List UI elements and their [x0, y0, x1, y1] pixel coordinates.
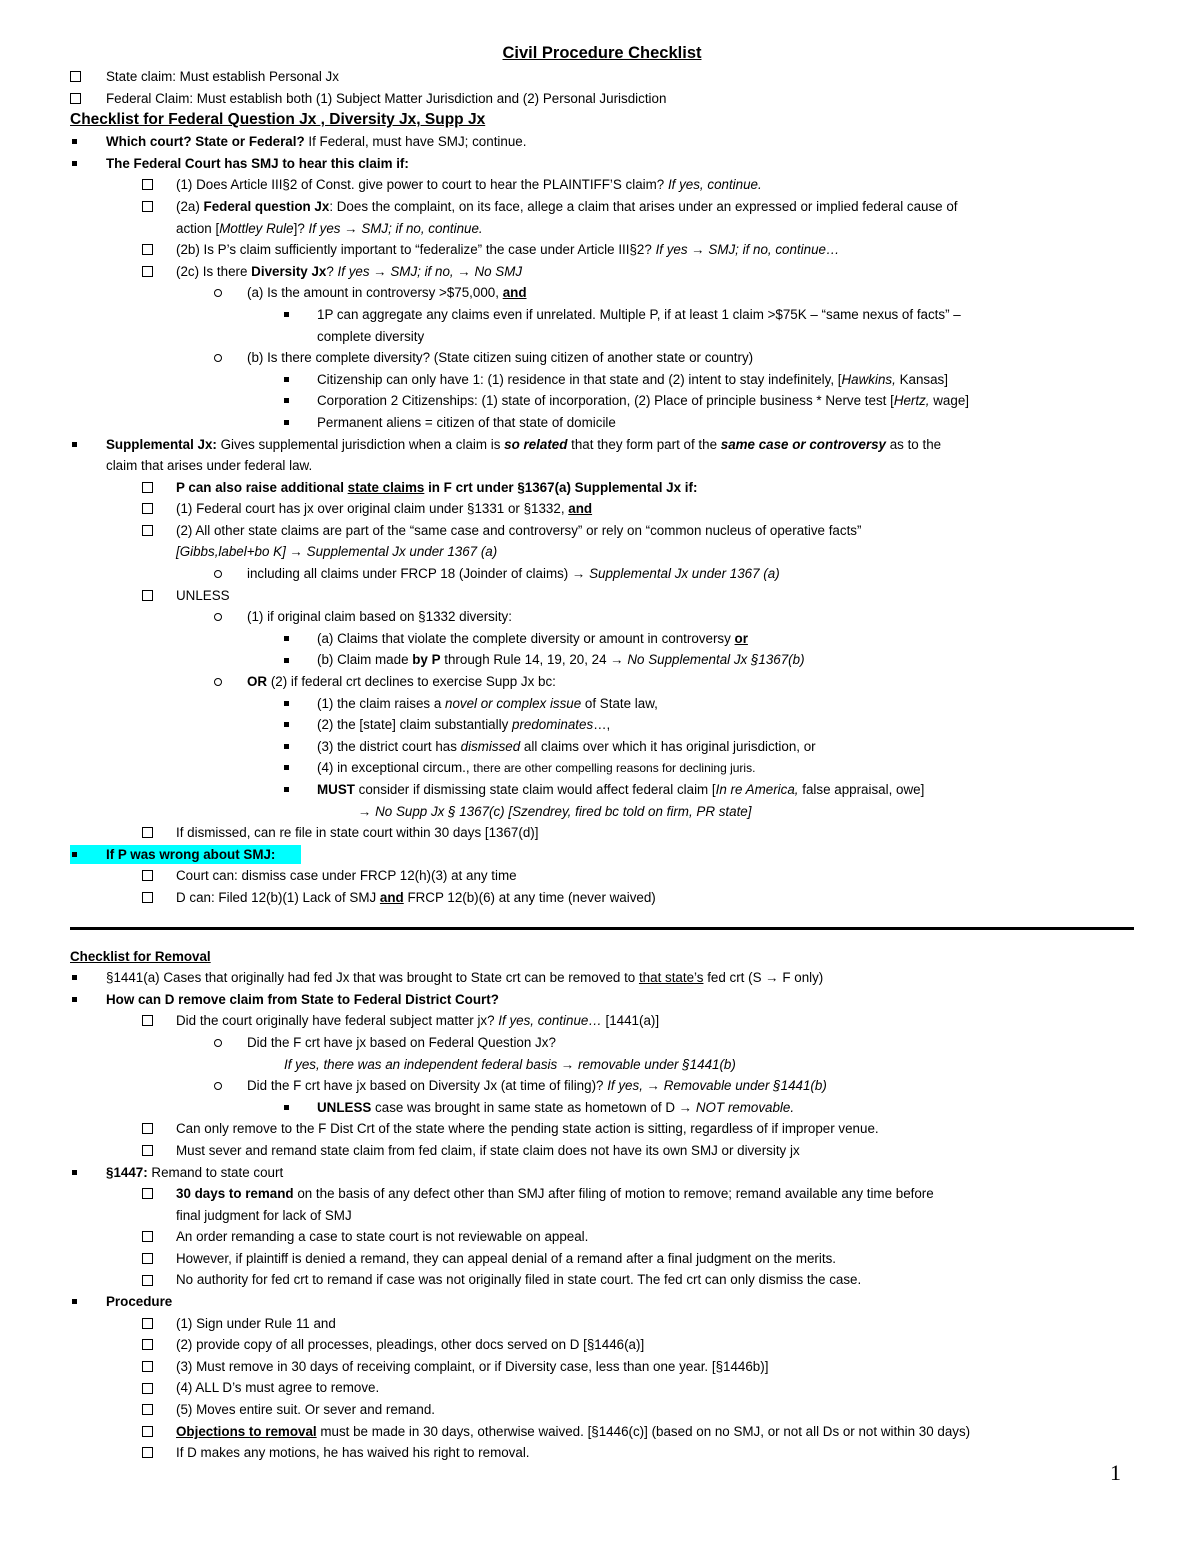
- checkbox-icon: [142, 1361, 153, 1372]
- list-item: (2a) Federal question Jx: Does the complaint, on its face, allege a claim that arises under an expressed or implied federal cause of: [70, 196, 1134, 218]
- list-item: Objections to removal must be made in 30 days, otherwise waived. [§1446(c)] (based on no SMJ, or not all Ds or not within 30 days): [70, 1421, 1134, 1443]
- list-item: (1) the claim raises a novel or complex issue of State law,: [70, 693, 1134, 715]
- square-bullet-icon: [72, 852, 77, 857]
- page-title: Civil Procedure Checklist: [502, 44, 702, 62]
- square-bullet-icon: [72, 997, 77, 1002]
- square-bullet-icon: [72, 975, 77, 980]
- square-bullet-icon: [284, 701, 289, 706]
- list-item: How can D remove claim from State to Federal District Court?: [70, 989, 1134, 1011]
- square-bullet-icon: [284, 722, 289, 727]
- list-item: D can: Filed 12(b)(1) Lack of SMJ and FRCP 12(b)(6) at any time (never waived): [70, 887, 1134, 909]
- checkbox-icon: [142, 1447, 153, 1458]
- square-bullet-icon: [284, 787, 289, 792]
- intro-item: State claim: Must establish Personal Jx: [70, 66, 1134, 88]
- square-bullet-icon: [72, 139, 77, 144]
- list-item: If D makes any motions, he has waived his right to removal.: [70, 1442, 1134, 1464]
- list-item: The Federal Court has SMJ to hear this claim if:: [70, 153, 1134, 175]
- square-bullet-icon: [284, 744, 289, 749]
- checkbox-icon: [142, 1275, 153, 1286]
- square-bullet-icon: [72, 442, 77, 447]
- list-item: 30 days to remand on the basis of any defect other than SMJ after filing of motion to remove; remand available any time before: [70, 1183, 1134, 1205]
- list-item: No authority for fed crt to remand if case was not originally filed in state court. The fed crt can only dismiss the case.: [70, 1269, 1134, 1291]
- list-item: Must sever and remand state claim from fed claim, if state claim does not have its own SMJ or diversity jx: [70, 1140, 1134, 1162]
- square-bullet-icon: [284, 658, 289, 663]
- document-page: [70, 40, 1134, 1464]
- list-item-highlighted: If P was wrong about SMJ:: [70, 844, 1134, 866]
- square-bullet-icon: [284, 312, 289, 317]
- section-heading-removal: Checklist for Removal: [70, 948, 211, 964]
- list-item: (1) Sign under Rule 11 and: [70, 1313, 1134, 1335]
- checkbox-icon: [70, 71, 81, 82]
- list-item: Court can: dismiss case under FRCP 12(h)(3) at any time: [70, 865, 1134, 887]
- list-item-continued: If yes, there was an independent federal basis → removable under §1441(b): [284, 1056, 736, 1072]
- checkbox-icon: [142, 1015, 153, 1026]
- list-item: Citizenship can only have 1: (1) residence in that state and (2) intent to stay indefinitely, [Hawkins, Kansas]: [70, 369, 1134, 391]
- circle-bullet-icon: [214, 1082, 222, 1090]
- list-item: (a) Is the amount in controversy >$75,000, and: [70, 282, 1134, 304]
- page-number: 1: [1110, 1460, 1121, 1485]
- checkbox-icon: [142, 179, 153, 190]
- list-item: (b) Claim made by P through Rule 14, 19, 20, 24 → No Supplemental Jx §1367(b): [70, 649, 1134, 671]
- list-item: Supplemental Jx: Gives supplemental jurisdiction when a claim is so related that they form part of the same case or controversy as to the: [70, 434, 1134, 456]
- circle-bullet-icon: [214, 289, 222, 297]
- list-item: (1) Does Article III§2 of Const. give power to court to hear the PLAINTIFF’S claim? If yes, continue.: [70, 174, 1134, 196]
- checkbox-icon: [142, 1231, 153, 1242]
- list-item: (a) Claims that violate the complete diversity or amount in controversy or: [70, 628, 1134, 650]
- list-item: 1P can aggregate any claims even if unrelated. Multiple P, if at least 1 claim >$75K – “same nexus of facts” –: [70, 304, 1134, 326]
- checkbox-icon: [142, 1123, 153, 1134]
- square-bullet-icon: [284, 636, 289, 641]
- list-item: §1447: Remand to state court: [70, 1162, 1134, 1184]
- checkbox-icon: [142, 503, 153, 514]
- list-item: Can only remove to the F Dist Crt of the state where the pending state action is sitting, regardless of if improper venue.: [70, 1118, 1134, 1140]
- checkbox-icon: [142, 1253, 153, 1264]
- list-item: An order remanding a case to state court is not reviewable on appeal.: [70, 1226, 1134, 1248]
- list-item: (2c) Is there Diversity Jx? If yes → SMJ; if no, → No SMJ: [70, 261, 1134, 283]
- list-item: (b) Is there complete diversity? (State citizen suing citizen of another state or country): [70, 347, 1134, 369]
- list-item-continued: → No Supp Jx § 1367(c) [Szendrey, fired bc told on firm, PR state]: [358, 803, 752, 819]
- list-item-continued: final judgment for lack of SMJ: [176, 1207, 352, 1223]
- square-bullet-icon: [284, 420, 289, 425]
- list-item: UNLESS case was brought in same state as hometown of D → NOT removable.: [70, 1097, 1134, 1119]
- list-item-continued: [Gibbs,label+bo K] → Supplemental Jx under 1367 (a): [176, 544, 498, 560]
- checkbox-icon: [142, 1339, 153, 1350]
- list-item: Did the F crt have jx based on Federal Question Jx?: [70, 1032, 1134, 1054]
- square-bullet-icon: [284, 377, 289, 382]
- checkbox-icon: [142, 525, 153, 536]
- list-item: If dismissed, can re file in state court within 30 days [1367(d)]: [70, 822, 1134, 844]
- circle-bullet-icon: [214, 354, 222, 362]
- square-bullet-icon: [72, 1170, 77, 1175]
- checkbox-icon: [142, 244, 153, 255]
- circle-bullet-icon: [214, 1039, 222, 1047]
- checkbox-icon: [142, 827, 153, 838]
- square-bullet-icon: [72, 161, 77, 166]
- checkbox-icon: [142, 892, 153, 903]
- list-item: (4) in exceptional circum., there are other compelling reasons for declining juris.: [70, 757, 1134, 779]
- list-item: Permanent aliens = citizen of that state of domicile: [70, 412, 1134, 434]
- checkbox-icon: [142, 870, 153, 881]
- checkbox-icon: [142, 1426, 153, 1437]
- list-item: UNLESS: [70, 585, 1134, 607]
- list-item: (3) Must remove in 30 days of receiving complaint, or if Diversity case, less than one year. [§1446b)]: [70, 1356, 1134, 1378]
- list-item: (2) the [state] claim substantially predominates…,: [70, 714, 1134, 736]
- list-item: (2) All other state claims are part of the “same case and controversy” or rely on “common nucleus of operative facts”: [70, 520, 1134, 542]
- circle-bullet-icon: [214, 613, 222, 621]
- square-bullet-icon: [284, 765, 289, 770]
- list-item: Which court? State or Federal? If Federal, must have SMJ; continue.: [70, 131, 1134, 153]
- checkbox-icon: [142, 1404, 153, 1415]
- checkbox-icon: [142, 590, 153, 601]
- checkbox-icon: [142, 201, 153, 212]
- list-item: Corporation 2 Citizenships: (1) state of incorporation, (2) Place of principle business * Nerve test [Hertz, wage]: [70, 390, 1134, 412]
- list-item: (4) ALL D’s must agree to remove.: [70, 1377, 1134, 1399]
- list-item-continued: complete diversity: [317, 328, 425, 344]
- list-item: (5) Moves entire suit. Or sever and remand.: [70, 1399, 1134, 1421]
- list-item-continued: action [Mottley Rule]? If yes → SMJ; if no, continue.: [176, 220, 483, 236]
- checkbox-icon: [142, 1318, 153, 1329]
- list-item: (1) Federal court has jx over original claim under §1331 or §1332, and: [70, 498, 1134, 520]
- list-item: However, if plaintiff is denied a remand, they can appeal denial of a remand after a final judgment on the merits.: [70, 1248, 1134, 1270]
- list-item: Did the F crt have jx based on Diversity Jx (at time of filing)? If yes, → Removable under §1441(b): [70, 1075, 1134, 1097]
- list-item: (1) if original claim based on §1332 diversity:: [70, 606, 1134, 628]
- circle-bullet-icon: [214, 570, 222, 578]
- list-item: including all claims under FRCP 18 (Joinder of claims) → Supplemental Jx under 1367 (a): [70, 563, 1134, 585]
- list-item: Procedure: [70, 1291, 1134, 1313]
- checkbox-icon: [70, 93, 81, 104]
- checkbox-icon: [142, 1383, 153, 1394]
- list-item: Did the court originally have federal subject matter jx? If yes, continue… [1441(a)]: [70, 1010, 1134, 1032]
- section-heading-federal: Checklist for Federal Question Jx , Diversity Jx, Supp Jx: [70, 111, 486, 129]
- checkbox-icon: [142, 1145, 153, 1156]
- section-divider: [70, 927, 1134, 930]
- list-item: §1441(a) Cases that originally had fed Jx that was brought to State crt can be removed to that state’s fed crt (S → F only): [70, 967, 1134, 989]
- checkbox-icon: [142, 266, 153, 277]
- list-item: P can also raise additional state claims in F crt under §1367(a) Supplemental Jx if:: [70, 477, 1134, 499]
- list-item-continued: claim that arises under federal law.: [106, 458, 313, 474]
- square-bullet-icon: [284, 398, 289, 403]
- intro-item: Federal Claim: Must establish both (1) Subject Matter Jurisdiction and (2) Personal Jurisdiction: [70, 88, 1134, 110]
- checkbox-icon: [142, 1188, 153, 1199]
- list-item: MUST consider if dismissing state claim would affect federal claim [In re America, false appraisal, owe]: [70, 779, 1134, 801]
- list-item: (2) provide copy of all processes, pleadings, other docs served on D [§1446(a)]: [70, 1334, 1134, 1356]
- square-bullet-icon: [284, 1105, 289, 1110]
- list-item: (2b) Is P’s claim sufficiently important to “federalize” the case under Article III§2? If yes → SMJ; if no, continue…: [70, 239, 1134, 261]
- checkbox-icon: [142, 482, 153, 493]
- square-bullet-icon: [72, 1299, 77, 1304]
- circle-bullet-icon: [214, 678, 222, 686]
- list-item: (3) the district court has dismissed all claims over which it has original jurisdiction, or: [70, 736, 1134, 758]
- list-item: OR (2) if federal crt declines to exercise Supp Jx bc:: [70, 671, 1134, 693]
